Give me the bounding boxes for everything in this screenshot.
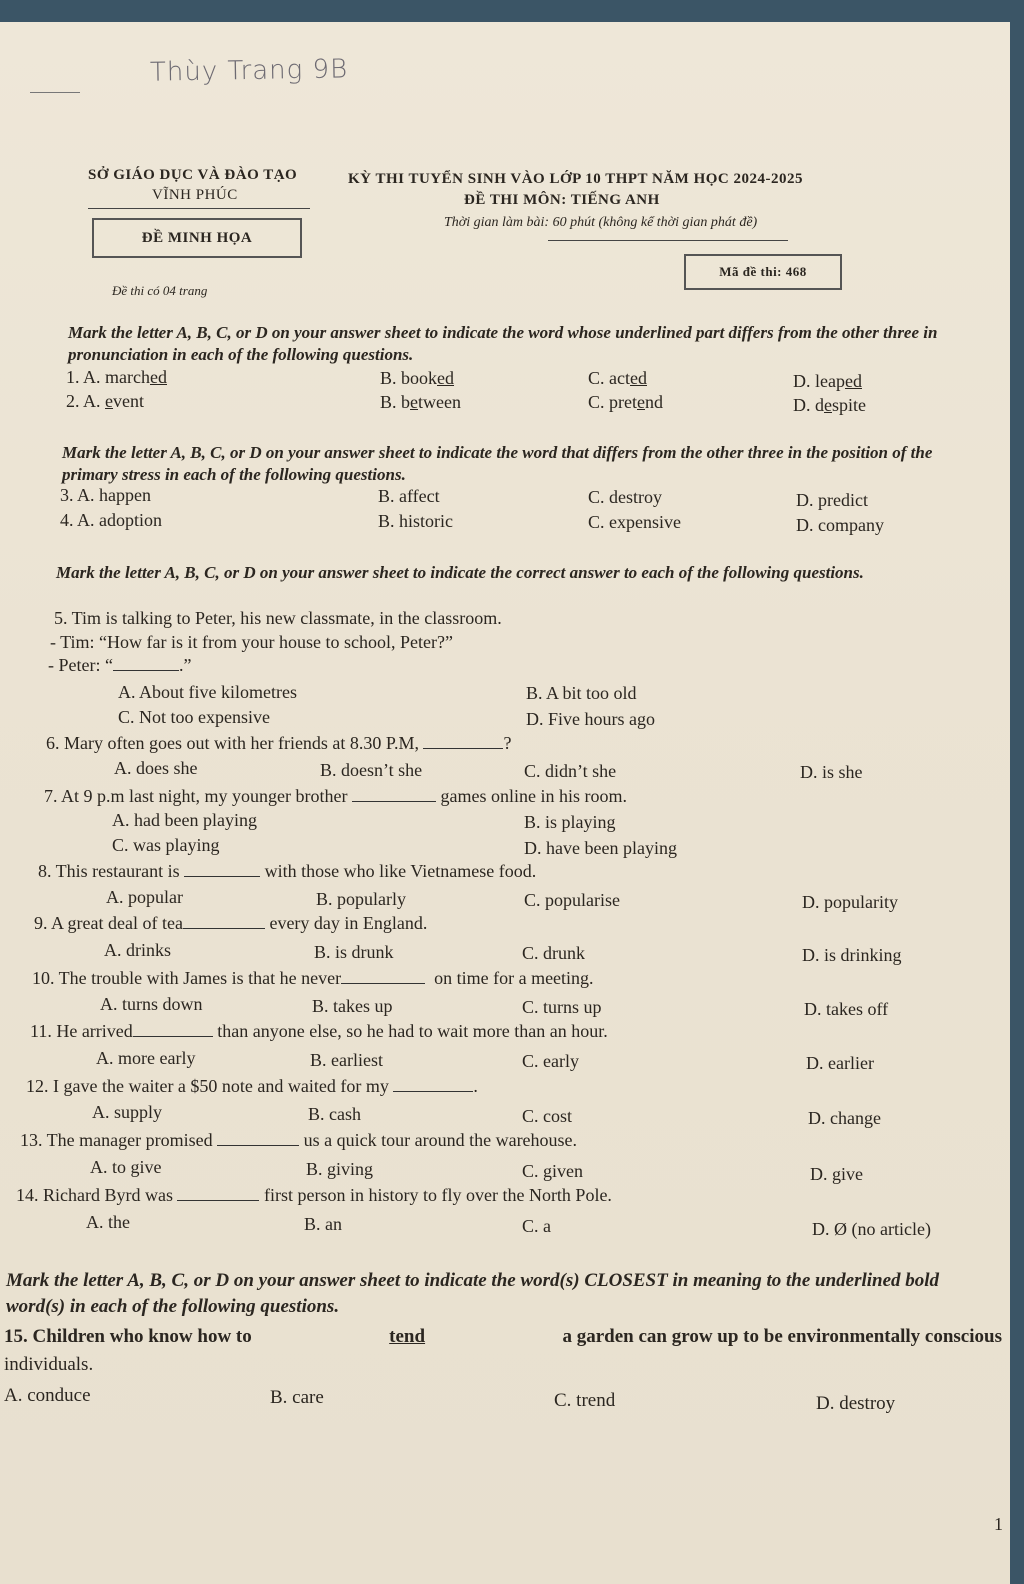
question-6-b: B. doesn’t she	[320, 760, 423, 780]
question-10-c: C. turns up	[522, 997, 602, 1017]
question-6-a: A. does she	[114, 758, 198, 778]
page-number: 1	[994, 1514, 1003, 1534]
department-line1: SỞ GIÁO DỤC VÀ ĐÀO TẠO	[88, 167, 298, 183]
question-11-a: A. more early	[96, 1048, 196, 1068]
question-15-a: A. conduce	[4, 1385, 91, 1406]
header-rule	[88, 208, 310, 209]
question-13-d: D. give	[810, 1164, 863, 1184]
question-2-a: 2. A. event	[66, 391, 145, 411]
question-3-d: D. predict	[796, 490, 868, 510]
question-11-c: C. early	[522, 1051, 579, 1071]
exam-title: KỲ THI TUYỂN SINH VÀO LỚP 10 THPT NĂM HỌC 2024-2025	[348, 171, 804, 187]
question-3-b: B. affect	[378, 486, 440, 506]
question-12-stem: 12. I gave the waiter a $50 note and waited for my .	[26, 1076, 478, 1096]
question-12-c: C. cost	[522, 1106, 573, 1126]
question-9-d: D. is drinking	[802, 945, 902, 965]
question-11-d: D. earlier	[806, 1053, 874, 1073]
question-5-d: D. Five hours ago	[526, 709, 655, 729]
question-13-stem: 13. The manager promised us a quick tour around the warehouse.	[20, 1130, 578, 1150]
question-7-stem: 7. At 9 p.m last night, my younger brother games online in his room.	[44, 786, 627, 806]
question-9-a: A. drinks	[104, 940, 171, 960]
question-15-stem: 15. Children who know how to tend a garden can grow up to be environmentally conscious	[4, 1326, 1002, 1347]
question-8-stem: 8. This restaurant is with those who like Vietnamese food.	[38, 861, 537, 881]
question-15-b: B. care	[270, 1387, 324, 1408]
question-12-b: B. cash	[308, 1104, 361, 1124]
question-7-b: B. is playing	[524, 812, 616, 832]
question-5-tim: - Tim: “How far is it from your house to school, Peter?”	[50, 632, 453, 652]
question-10-b: B. takes up	[312, 996, 393, 1016]
question-2-b: B. between	[380, 392, 461, 412]
question-13-c: C. given	[522, 1161, 583, 1181]
section-instruction-pronunciation: Mark the letter A, B, C, or D on your answer sheet to indicate the word whose underlined part differs from the other three in pronunciation in each of the following questions.	[68, 323, 938, 364]
question-1-d: D. leaped	[793, 371, 862, 391]
question-9-b: B. is drunk	[314, 942, 394, 962]
question-15-line2: individuals.	[4, 1354, 94, 1375]
question-1-c: C. acted	[588, 368, 647, 388]
question-13-b: B. giving	[306, 1159, 374, 1179]
exam-subject: ĐỀ THI MÔN: TIẾNG ANH	[464, 192, 660, 208]
question-13-a: A. to give	[90, 1157, 162, 1177]
question-7-d: D. have been playing	[524, 838, 677, 858]
question-1-a: 1. A. marched	[66, 367, 167, 387]
pages-note: Đề thi có 04 trang	[112, 283, 208, 298]
question-12-d: D. change	[808, 1108, 881, 1128]
title-rule	[548, 240, 788, 241]
question-5-peter: - Peter: “ .”	[48, 655, 192, 675]
exam-time: Thời gian làm bài: 60 phút (không kể thời gian phát đề)	[444, 215, 758, 230]
question-9-stem: 9. A great deal of tea every day in England.	[34, 913, 428, 933]
question-8-b: B. popularly	[316, 889, 406, 909]
question-2-d: D. despite	[793, 395, 866, 415]
question-3-a: 3. A. happen	[60, 485, 151, 505]
question-2-c: C. pretend	[588, 392, 663, 412]
question-5-a: A. About five kilometres	[118, 682, 297, 702]
question-14-a: A. the	[86, 1212, 130, 1232]
question-11-stem: 11. He arrived than anyone else, so he had to wait more than an hour.	[30, 1021, 608, 1041]
question-6-stem: 6. Mary often goes out with her friends at 8.30 P.M, ?	[46, 733, 512, 753]
question-4-d: D. company	[796, 515, 884, 535]
section-instruction-correct: Mark the letter A, B, C, or D on your answer sheet to indicate the correct answer to each of the following questions.	[56, 563, 864, 582]
question-7-a: A. had been playing	[112, 810, 257, 830]
question-8-c: C. popularise	[524, 890, 620, 910]
question-10-stem: 10. The trouble with James is that he never on time for a meeting.	[32, 968, 594, 988]
question-7-c: C. was playing	[112, 835, 220, 855]
question-4-c: C. expensive	[588, 512, 681, 532]
question-14-b: B. an	[304, 1214, 342, 1234]
question-4-a: 4. A. adoption	[60, 510, 162, 530]
question-5-b: B. A bit too old	[526, 683, 637, 703]
department-line2: VĨNH PHÚC	[152, 187, 238, 203]
question-14-d: D. Ø (no article)	[812, 1219, 931, 1239]
question-1-b: B. booked	[380, 368, 455, 388]
exam-code-box: Mã đề thi: 468	[684, 254, 842, 290]
section-instruction-stress: Mark the letter A, B, C, or D on your answer sheet to indicate the word that differs from the other three in the position of the primary stress in each of the following questions.	[62, 443, 933, 484]
sample-exam-box: ĐỀ MINH HỌA	[92, 218, 302, 258]
question-5-c: C. Not too expensive	[118, 707, 270, 727]
question-14-stem: 14. Richard Byrd was first person in history to fly over the North Pole.	[16, 1185, 612, 1205]
question-6-d: D. is she	[800, 762, 863, 782]
handwritten-name: Thùy Trang 9B	[149, 54, 349, 88]
question-12-a: A. supply	[92, 1102, 163, 1122]
question-3-c: C. destroy	[588, 487, 662, 507]
question-10-d: D. takes off	[804, 999, 889, 1019]
question-8-d: D. popularity	[802, 892, 898, 912]
question-10-a: A. turns down	[100, 994, 203, 1014]
section-instruction-closest: Mark the letter A, B, C, or D on your answer sheet to indicate the word(s) CLOSEST in meaning to the underlined bold word(s) in each of the following questions.	[6, 1270, 940, 1317]
question-4-b: B. historic	[378, 511, 453, 531]
question-8-a: A. popular	[106, 887, 183, 907]
question-9-c: C. drunk	[522, 943, 585, 963]
question-6-c: C. didn’t she	[524, 761, 617, 781]
question-15-d: D. destroy	[816, 1393, 896, 1414]
question-14-c: C. a	[522, 1216, 551, 1236]
question-5-stem: 5. Tim is talking to Peter, his new classmate, in the classroom.	[54, 608, 502, 628]
question-11-b: B. earliest	[310, 1050, 383, 1070]
question-15-c: C. trend	[554, 1390, 616, 1411]
pen-mark	[30, 92, 80, 93]
